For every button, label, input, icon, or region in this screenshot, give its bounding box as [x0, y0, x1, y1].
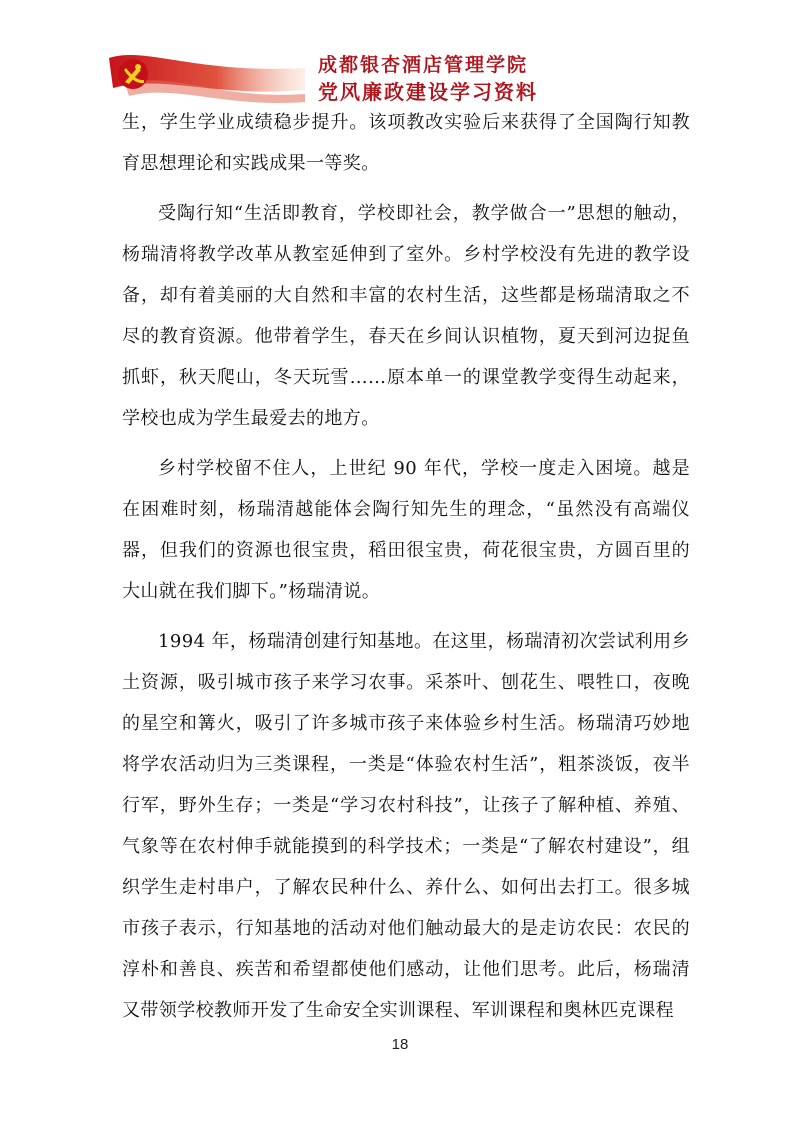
page-header [0, 0, 800, 110]
paragraph-2: 受陶行知“生活即教育，学校即社会，教学做合一”思想的触动，杨瑞清将教学改革从教室延伸到了室外。乡村学校没有先进的教学设备，却有着美丽的大自然和丰富的农村生活，这些都是杨瑞清取之不尽的教育资源。他带着学生，春天在乡间认识植物，夏天到河边捉鱼抓虾，秋天爬山，冬天玩雪……原本单一的课堂教学变得生动起来，学校也成为学生最爱去的地方。 [122, 203, 690, 429]
paragraph-1: 生，学生学业成绩稳步提升。该项教改实验后来获得了全国陶行知教育思想理论和实践成果一等奖。 [122, 112, 690, 174]
header-title-line-2: 党风廉政建设学习资料 [318, 80, 538, 104]
paragraph-4: 1994 年，杨瑞清创建行知基地。在这里，杨瑞清初次尝试利用乡土资源，吸引城市孩子来学习农事。采茶叶、刨花生、喂牲口，夜晚的星空和篝火，吸引了许多城市孩子来体验乡村生活。杨瑞清巧妙地将学农活动归为三类课程，一类是“体验农村生活”，粗茶淡饭，夜半行军，野外生存；一类是“学习农村科技”，让孩子了解种植、养殖、气象等在农村伸手就能摸到的科学技术；一类是“了解农村建设”，组织学生走村串户，了解农民种什么、养什么、如何出去打工。很多城市孩子表示，行知基地的活动对他们触动最大的是走访农民：农民的淳朴和善良、疾苦和希望都使他们感动，让他们思考。此后，杨瑞清又带领学校教师开发了生命安全实训课程、军训课程和奥林匹克课程 [122, 631, 690, 1021]
document-body [122, 102, 690, 1031]
party-emblem-flag-icon [105, 44, 305, 110]
page-number: 18 [391, 1036, 409, 1053]
paragraph-3: 乡村学校留不住人，上世纪 90 年代，学校一度走入困境。越是在困难时刻，杨瑞清越能体会陶行知先生的理念，“虽然没有高端仪器，但我们的资源也很宝贵，稻田很宝贵，荷花很宝贵，方圆百里的大山就在我们脚下。”杨瑞清说。 [122, 458, 690, 602]
header-title-line-1: 成都银杏酒店管理学院 [318, 54, 529, 76]
